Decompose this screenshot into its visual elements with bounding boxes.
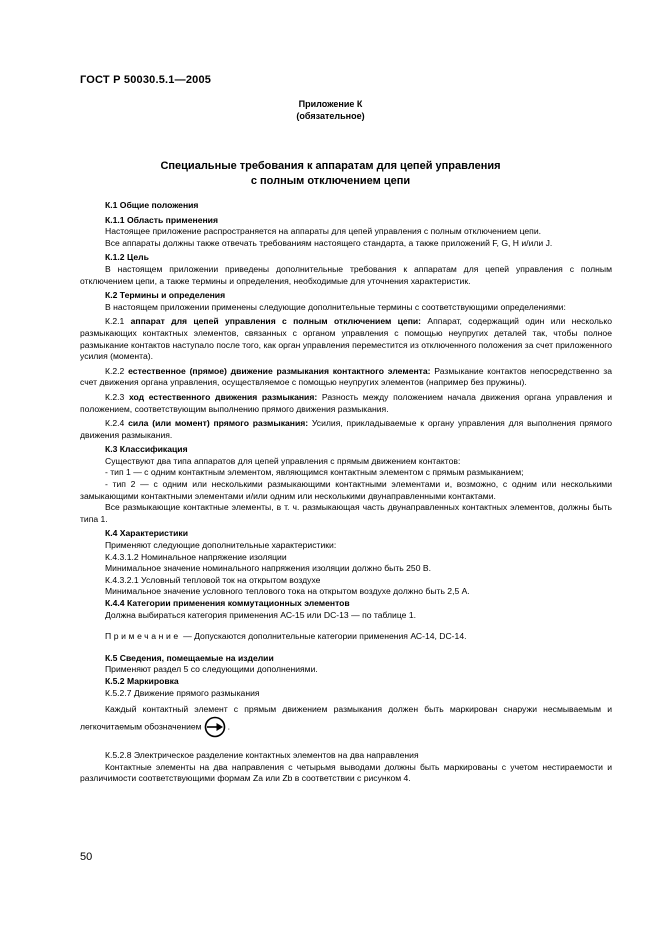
- note-label: Примечание: [105, 631, 181, 642]
- marking-paragraph: [80, 702, 612, 738]
- subclause-heading: К.4.3.1.2 Номинальное напряжение изоляции: [105, 551, 287, 562]
- definition: Аппарат, содержащий один или несколько размыкающих контактных элементов, связанных с органом управления с помощью неупругих деталей так, чтобы полное размыкание контактов наступало после того, как орган управления переместится из отключенного положения за счет приложенного усилия (момента).: [80, 316, 612, 362]
- subclause-heading: К.4.3.2.1 Условный тепловой ток на открытом воздухе: [105, 574, 321, 585]
- subclause-heading: К.5.2.8 Электрическое разделение контактных элементов на два направления: [105, 750, 419, 761]
- term: сила (или момент) прямого размыкания:: [128, 418, 309, 429]
- section-k2-heading: К.2 Термины и определения: [105, 290, 226, 301]
- paragraph: В настоящем приложении применены следующие дополнительные термины с соответствующими определениями:: [105, 301, 566, 312]
- term-definition: [80, 366, 612, 389]
- direct-opening-symbol-icon: [204, 716, 226, 738]
- page-number: 50: [80, 851, 93, 863]
- term-number: К.2.2: [105, 365, 125, 376]
- section-k5-heading: К.5 Сведения, помещаемые на изделии: [105, 652, 274, 663]
- section-k12-heading: К.1.2 Цель: [105, 252, 149, 263]
- paragraph: В настоящем приложении приведены дополнительные требования к аппаратам для цепей управления с полным отключением цепи, а также термины и определения, необходимые для уточнения характеристик.: [80, 263, 612, 286]
- definition: Разность между положением начала движения органа управления и положением, соответствующим выполнению прямого движения размыкания.: [80, 391, 613, 414]
- definition: Усилия, прикладываемые к органу управления для выполнения прямого движения размыкания.: [80, 418, 613, 440]
- paragraph: Существуют два типа аппаратов для цепей управления с прямым движением контактов:: [105, 455, 461, 466]
- paragraph: Минимальное значение условного теплового тока на открытом воздухе должно быть 2,5 А.: [105, 586, 470, 597]
- paragraph: Все аппараты должны также отвечать требованиям настоящего стандарта, а также приложений F, G, H и/или J.: [105, 237, 553, 248]
- list-item: - тип 1 — с одним контактным элементом, являющимся контактным элементом с прямым размыканием;: [105, 467, 524, 478]
- annex-status: (обязательное): [296, 111, 365, 121]
- standard-designation: ГОСТ Р 50030.5.1—2005: [80, 74, 212, 86]
- section-k1-heading: К.1 Общие положения: [105, 200, 199, 210]
- section-k3-heading: К.3 Классификация: [105, 444, 188, 455]
- section-k44-heading: К.4.4 Категории применения коммутационных элементов: [105, 598, 350, 608]
- section-k52-heading: К.5.2 Маркировка: [105, 675, 179, 686]
- paragraph-text: Каждый контактный элемент с прямым движением размыкания должен быть маркирован снаружи несмываемым и легкочитаемым обозначением: [80, 704, 612, 732]
- document-title-line1: Специальные требования к аппаратам для цепей управления: [160, 160, 501, 172]
- annex-title: Приложение К: [298, 99, 363, 109]
- paragraph: Контактные элементы на два направления с четырьмя выводами должны быть маркированы с учетом нестираемости и различимости соответствующими формам Za или Zb в соответствии с рисунком 4.: [80, 761, 612, 784]
- paragraph: Должна выбираться категория применения АС-15 или DC-13 — по таблице 1.: [105, 609, 417, 620]
- term-number: К.2.3: [105, 391, 125, 402]
- term-definition: [80, 392, 612, 415]
- definition: Размыкание контактов непосредственно за счет движения органа управления, осуществляемое с помощью неупругих элементов (например без пружины).: [80, 365, 612, 388]
- section-k4-heading: К.4 Характеристики: [105, 528, 189, 539]
- term: ход естественного движения размыкания:: [128, 391, 318, 402]
- paragraph: Применяют раздел 5 со следующими дополнениями.: [105, 664, 318, 675]
- note-text: — Допускаются дополнительные категории применения АС-14, DC-14.: [183, 631, 467, 642]
- term-number: К.2.1: [105, 316, 125, 327]
- note: [80, 631, 612, 643]
- subclause-heading: К.5.2.7 Движение прямого размыкания: [105, 687, 260, 698]
- list-item: - тип 2 — с одним или несколькими размыкающими контактными элементами и, возможно, с одним или несколькими замыкающими контактными элементами и/или одним или несколькими двунаправленными контактами.: [80, 479, 612, 501]
- document-title-line2: с полным отключением цепи: [250, 175, 411, 187]
- term: аппарат для цепей управления с полным отключением цепи:: [130, 316, 422, 327]
- paragraph: Минимальное значение номинального напряжения изоляции должно быть 250 В.: [105, 563, 431, 574]
- paragraph: Все размыкающие контактные элементы, в т. ч. размыкающая часть двунаправленных контактных элементов, должны быть типа 1.: [80, 502, 612, 524]
- term-number: К.2.4: [105, 418, 125, 429]
- term-definition: [80, 316, 612, 362]
- paragraph-end: .: [227, 721, 230, 732]
- document-body: [80, 197, 612, 785]
- term: естественное (прямое) движение размыкания контактного элемента:: [128, 365, 431, 376]
- term-definition: [80, 418, 612, 441]
- paragraph: Применяют следующие дополнительные характеристики:: [105, 540, 337, 551]
- paragraph: Настоящее приложение распространяется на аппараты для цепей управления с полным отключением цепи.: [105, 226, 542, 237]
- section-k11-heading: К.1.1 Область применения: [105, 214, 218, 225]
